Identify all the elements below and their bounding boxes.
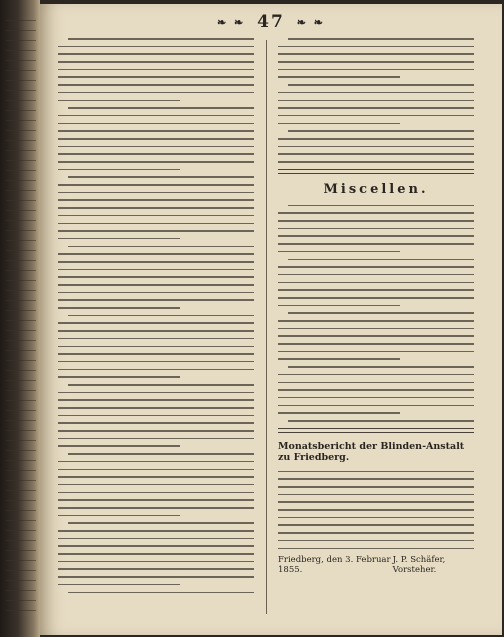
document-page — [40, 4, 502, 635]
text-line-placeholder — [58, 584, 180, 586]
text-line-placeholder — [58, 499, 254, 501]
text-line-placeholder — [58, 422, 254, 424]
text-line-placeholder — [58, 538, 254, 540]
text-line-placeholder — [58, 307, 180, 309]
text-line-placeholder — [68, 453, 254, 455]
text-line-placeholder — [58, 461, 254, 463]
text-line-placeholder — [288, 259, 474, 261]
text-line-placeholder — [278, 107, 474, 109]
text-line-placeholder — [58, 223, 254, 225]
text-line-placeholder — [288, 205, 474, 207]
text-line-placeholder — [58, 169, 180, 171]
text-line-placeholder — [68, 246, 254, 248]
text-line-placeholder — [278, 220, 474, 222]
text-line-placeholder — [58, 230, 254, 232]
text-line-placeholder — [58, 199, 254, 201]
text-line-placeholder — [58, 338, 254, 340]
text-line-placeholder — [278, 115, 474, 117]
text-line-placeholder — [278, 397, 474, 399]
text-line-placeholder — [278, 212, 474, 214]
ornament-right: ❧ ❧ — [296, 16, 326, 29]
text-line-placeholder — [58, 553, 254, 555]
text-line-placeholder — [288, 84, 474, 86]
text-line-placeholder — [68, 384, 254, 386]
right-column — [278, 38, 474, 618]
text-line-placeholder — [68, 522, 254, 524]
section-rule — [278, 428, 474, 433]
text-line-placeholder — [278, 412, 400, 414]
text-line-placeholder — [278, 335, 474, 337]
text-line-placeholder — [68, 592, 254, 594]
text-line-placeholder — [58, 261, 254, 263]
text-line-placeholder — [58, 407, 254, 409]
text-line-placeholder — [278, 228, 474, 230]
text-line-placeholder — [278, 532, 474, 534]
text-line-placeholder — [278, 358, 400, 360]
text-line-placeholder — [278, 289, 474, 291]
text-line-placeholder — [278, 328, 474, 330]
text-line-placeholder — [58, 369, 254, 371]
text-line-placeholder — [58, 530, 254, 532]
signature: J. P. Schäfer, Vorsteher. — [392, 555, 446, 576]
text-line-placeholder — [278, 76, 400, 78]
text-line-placeholder — [58, 69, 254, 71]
page-header — [40, 12, 502, 34]
text-line-placeholder — [278, 548, 474, 550]
text-line-placeholder — [58, 576, 254, 578]
text-line-placeholder — [58, 568, 254, 570]
book-spine-edge — [0, 0, 40, 637]
text-line-placeholder — [278, 161, 474, 163]
column-divider — [266, 40, 267, 614]
text-line-placeholder — [58, 184, 254, 186]
text-line-placeholder — [58, 507, 254, 509]
text-line-placeholder — [58, 492, 254, 494]
text-line-placeholder — [278, 471, 474, 473]
text-line-placeholder — [58, 276, 254, 278]
text-line-placeholder — [58, 61, 254, 63]
illegible-text-block — [278, 471, 474, 549]
text-line-placeholder — [278, 517, 474, 519]
text-line-placeholder — [58, 269, 254, 271]
text-line-placeholder — [58, 215, 254, 217]
text-line-placeholder — [278, 405, 474, 407]
section-rule — [278, 169, 474, 174]
text-line-placeholder — [288, 130, 474, 132]
text-line-placeholder — [58, 469, 254, 471]
text-line-placeholder — [58, 115, 254, 117]
text-line-placeholder — [278, 53, 474, 55]
text-line-placeholder — [278, 146, 474, 148]
text-line-placeholder — [278, 61, 474, 63]
dateline: Friedberg, den 3. Februar 1855. — [278, 555, 391, 576]
misc-heading: Miscellen. — [323, 181, 429, 197]
text-line-placeholder — [68, 315, 254, 317]
text-line-placeholder — [278, 46, 474, 48]
text-line-placeholder — [288, 420, 474, 422]
text-line-placeholder — [288, 312, 474, 314]
text-line-placeholder — [68, 107, 254, 109]
text-line-placeholder — [278, 389, 474, 391]
text-line-placeholder — [58, 100, 180, 102]
text-line-placeholder — [278, 123, 400, 125]
text-line-placeholder — [58, 299, 254, 301]
text-line-placeholder — [278, 153, 474, 155]
text-line-placeholder — [58, 138, 254, 140]
text-line-placeholder — [58, 438, 254, 440]
text-line-placeholder — [58, 445, 180, 447]
text-line-placeholder — [278, 92, 474, 94]
text-line-placeholder — [278, 382, 474, 384]
text-line-placeholder — [58, 130, 254, 132]
text-line-placeholder — [278, 351, 474, 353]
report-heading: Monatsbericht der Blinden-Anstalt zu Friedberg. — [278, 440, 465, 463]
text-line-placeholder — [58, 430, 254, 432]
text-line-placeholder — [58, 53, 254, 55]
text-line-placeholder — [58, 515, 180, 517]
text-line-placeholder — [278, 69, 474, 71]
text-line-placeholder — [58, 161, 254, 163]
text-line-placeholder — [278, 297, 474, 299]
text-line-placeholder — [58, 76, 254, 78]
ornament-left: ❧ ❧ — [216, 16, 246, 29]
text-line-placeholder — [278, 509, 474, 511]
illegible-text-block — [278, 205, 474, 422]
text-line-placeholder — [58, 415, 254, 417]
text-line-placeholder — [58, 330, 254, 332]
text-line-placeholder — [68, 176, 254, 178]
text-line-placeholder — [278, 274, 474, 276]
illegible-text-block — [278, 38, 474, 163]
text-line-placeholder — [58, 123, 254, 125]
text-line-placeholder — [68, 38, 254, 40]
text-line-placeholder — [58, 153, 254, 155]
text-line-placeholder — [278, 494, 474, 496]
text-line-placeholder — [278, 305, 400, 307]
text-line-placeholder — [278, 235, 474, 237]
text-line-placeholder — [278, 266, 474, 268]
text-line-placeholder — [278, 524, 474, 526]
signature-line — [278, 555, 474, 575]
text-line-placeholder — [58, 476, 254, 478]
text-line-placeholder — [58, 392, 254, 394]
text-line-placeholder — [288, 366, 474, 368]
text-line-placeholder — [278, 540, 474, 542]
text-line-placeholder — [278, 478, 474, 480]
text-line-placeholder — [58, 376, 180, 378]
page-number: 47 — [257, 12, 285, 32]
text-line-placeholder — [58, 322, 254, 324]
text-line-placeholder — [288, 38, 474, 40]
text-line-placeholder — [58, 253, 254, 255]
text-line-placeholder — [58, 238, 180, 240]
text-line-placeholder — [278, 501, 474, 503]
text-line-placeholder — [278, 251, 400, 253]
text-line-placeholder — [278, 100, 474, 102]
text-line-placeholder — [278, 282, 474, 284]
text-line-placeholder — [278, 374, 474, 376]
text-line-placeholder — [58, 561, 254, 563]
text-line-placeholder — [58, 192, 254, 194]
text-line-placeholder — [58, 92, 254, 94]
text-line-placeholder — [58, 545, 254, 547]
text-line-placeholder — [58, 284, 254, 286]
text-line-placeholder — [58, 146, 254, 148]
text-line-placeholder — [58, 399, 254, 401]
text-line-placeholder — [58, 46, 254, 48]
left-column — [58, 38, 254, 618]
text-line-placeholder — [58, 361, 254, 363]
text-line-placeholder — [278, 243, 474, 245]
text-line-placeholder — [58, 346, 254, 348]
text-line-placeholder — [58, 353, 254, 355]
text-line-placeholder — [58, 207, 254, 209]
text-line-placeholder — [58, 84, 254, 86]
text-line-placeholder — [58, 292, 254, 294]
text-line-placeholder — [278, 138, 474, 140]
text-line-placeholder — [278, 343, 474, 345]
text-line-placeholder — [278, 486, 474, 488]
text-line-placeholder — [278, 320, 474, 322]
text-line-placeholder — [58, 484, 254, 486]
